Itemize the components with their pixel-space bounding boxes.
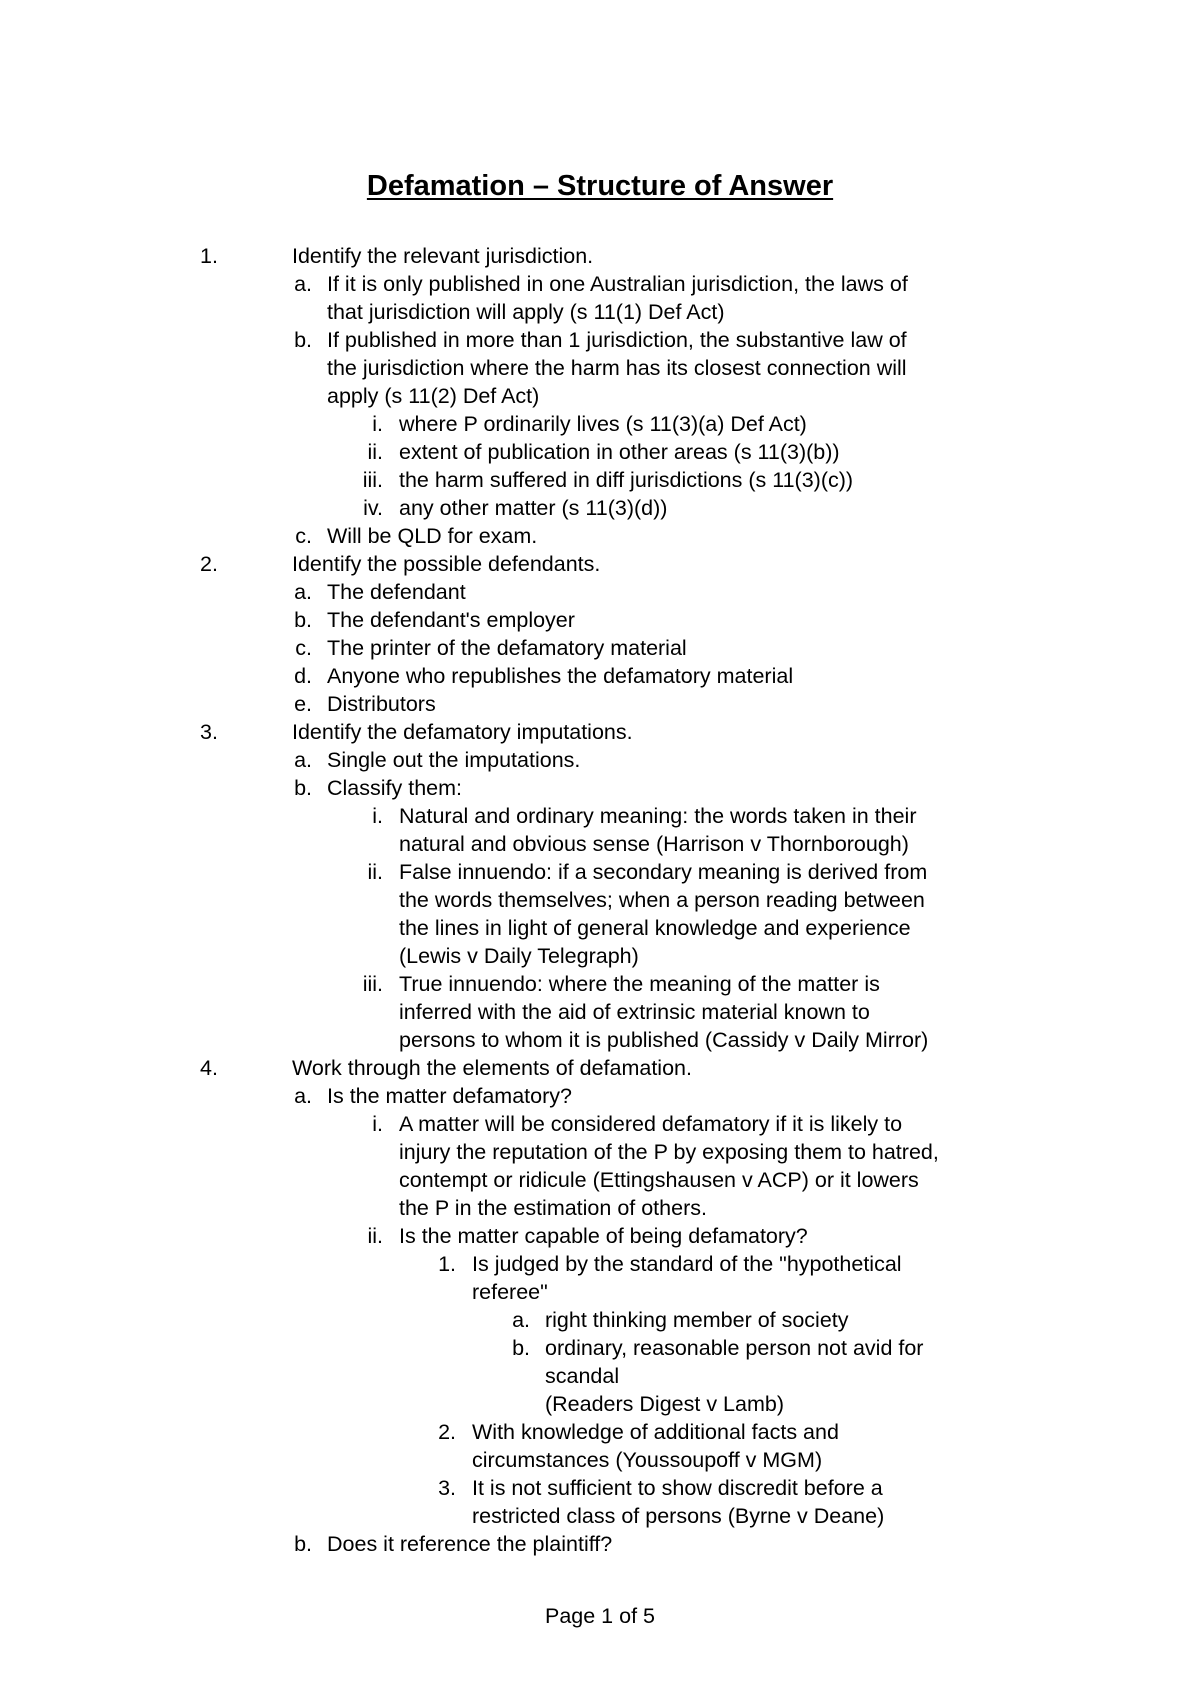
list-item-text: the lines in light of general knowledge and experience (399, 916, 911, 940)
list-marker: e. (294, 692, 312, 716)
outline-line (0, 578, 1200, 606)
list-item-text: the P in the estimation of others. (399, 1196, 707, 1220)
outline-line (0, 746, 1200, 774)
outline-line (0, 774, 1200, 802)
list-marker: a. (294, 1084, 312, 1108)
list-item-text: ordinary, reasonable person not avid for (545, 1336, 924, 1360)
outline-line (0, 298, 1200, 326)
list-marker: a. (512, 1308, 530, 1332)
list-marker: b. (294, 328, 312, 352)
outline-line (0, 886, 1200, 914)
list-item-text: where P ordinarily lives (s 11(3)(a) Def Act) (399, 412, 807, 436)
list-item-text: Identify the relevant jurisdiction. (292, 244, 594, 268)
list-marker: iv. (363, 496, 383, 520)
list-item-text: False innuendo: if a secondary meaning is derived from (399, 860, 928, 884)
outline-line (0, 242, 1200, 270)
list-item-text: natural and obvious sense (Harrison v Thornborough) (399, 832, 909, 856)
outline-line (0, 998, 1200, 1026)
list-marker: 3. (200, 720, 218, 744)
list-item-text: Identify the possible defendants. (292, 552, 601, 576)
outline-line (0, 494, 1200, 522)
list-item-text: restricted class of persons (Byrne v Deane) (472, 1504, 885, 1528)
outline-line (0, 1418, 1200, 1446)
outline-line (0, 1194, 1200, 1222)
list-marker: iii. (362, 972, 383, 996)
list-item-text: The defendant's employer (327, 608, 575, 632)
list-item-text: True innuendo: where the meaning of the matter is (399, 972, 880, 996)
outline-line (0, 1502, 1200, 1530)
list-item-text: right thinking member of society (545, 1308, 849, 1332)
list-item-text: If published in more than 1 jurisdiction, the substantive law of (327, 328, 907, 352)
list-item-text: scandal (545, 1364, 620, 1388)
outline-line (0, 1390, 1200, 1418)
outline-line (0, 1250, 1200, 1278)
outline-line (0, 550, 1200, 578)
list-item-text: Is judged by the standard of the "hypothetical (472, 1252, 902, 1276)
list-item-text: circumstances (Youssoupoff v MGM) (472, 1448, 823, 1472)
list-marker: i. (372, 412, 383, 436)
list-item-text: extent of publication in other areas (s 11(3)(b)) (399, 440, 840, 464)
list-marker: b. (294, 1532, 312, 1556)
outline-line (0, 914, 1200, 942)
outline-line (0, 1362, 1200, 1390)
list-item-text: The printer of the defamatory material (327, 636, 687, 660)
outline-line (0, 1166, 1200, 1194)
list-item-text: A matter will be considered defamatory if it is likely to (399, 1112, 903, 1136)
page-number-footer: Page 1 of 5 (545, 1604, 655, 1628)
outline-line (0, 1334, 1200, 1362)
list-marker: c. (295, 524, 312, 548)
outline-line (0, 382, 1200, 410)
list-marker: b. (294, 776, 312, 800)
outline-line (0, 662, 1200, 690)
list-marker: 2. (200, 552, 218, 576)
list-item-text: Is the matter defamatory? (327, 1084, 572, 1108)
outline-line (0, 410, 1200, 438)
list-marker: ii. (367, 440, 383, 464)
outline-line (0, 522, 1200, 550)
list-marker: 2. (438, 1420, 456, 1444)
outline-line (0, 1222, 1200, 1250)
outline-line (0, 354, 1200, 382)
list-item-text: Identify the defamatory imputations. (292, 720, 633, 744)
list-item-text: contempt or ridicule (Ettingshausen v ACP) or it lowers (399, 1168, 919, 1192)
outline-line (0, 690, 1200, 718)
list-item-text: Distributors (327, 692, 436, 716)
list-item-text: The defendant (327, 580, 466, 604)
list-marker: 4. (200, 1056, 218, 1080)
outline-line (0, 718, 1200, 746)
list-item-text: Will be QLD for exam. (327, 524, 538, 548)
list-item-text: With knowledge of additional facts and (472, 1420, 839, 1444)
outline-line (0, 634, 1200, 662)
list-marker: c. (295, 636, 312, 660)
outline-line (0, 466, 1200, 494)
list-marker: i. (372, 804, 383, 828)
list-marker: i. (372, 1112, 383, 1136)
list-marker: a. (294, 580, 312, 604)
outline-line (0, 606, 1200, 634)
list-marker: a. (294, 272, 312, 296)
list-item-text: Natural and ordinary meaning: the words taken in their (399, 804, 917, 828)
outline-line (0, 1306, 1200, 1334)
list-marker: 1. (200, 244, 218, 268)
list-marker: iii. (362, 468, 383, 492)
list-item-text: any other matter (s 11(3)(d)) (399, 496, 668, 520)
outline-line (0, 1278, 1200, 1306)
list-marker: b. (294, 608, 312, 632)
list-marker: d. (294, 664, 312, 688)
list-marker: 3. (438, 1476, 456, 1500)
list-item-text: that jurisdiction will apply (s 11(1) Def Act) (327, 300, 725, 324)
outline-line (0, 1530, 1200, 1558)
list-item-text: Work through the elements of defamation. (292, 1056, 692, 1080)
outline-line (0, 1026, 1200, 1054)
outline-list (0, 242, 1200, 1558)
list-item-text: the harm suffered in diff jurisdictions (s 11(3)(c)) (399, 468, 854, 492)
list-item-text: Does it reference the plaintiff? (327, 1532, 613, 1556)
list-item-text: Anyone who republishes the defamatory material (327, 664, 794, 688)
list-item-text: It is not sufficient to show discredit before a (472, 1476, 883, 1500)
outline-line (0, 1054, 1200, 1082)
outline-line (0, 1474, 1200, 1502)
outline-line (0, 1446, 1200, 1474)
outline-line (0, 438, 1200, 466)
outline-line (0, 1082, 1200, 1110)
list-item-text: Single out the imputations. (327, 748, 581, 772)
outline-line (0, 830, 1200, 858)
outline-line (0, 858, 1200, 886)
list-item-text: (Lewis v Daily Telegraph) (399, 944, 639, 968)
list-marker: a. (294, 748, 312, 772)
list-item-text: injury the reputation of the P by exposing them to hatred, (399, 1140, 939, 1164)
list-item-text: Classify them: (327, 776, 463, 800)
list-item-text: If it is only published in one Australian jurisdiction, the laws of (327, 272, 908, 296)
list-item-text: apply (s 11(2) Def Act) (327, 384, 540, 408)
outline-line (0, 970, 1200, 998)
document-title: Defamation – Structure of Answer (366, 170, 834, 202)
list-item-text: persons to whom it is published (Cassidy v Daily Mirror) (399, 1028, 929, 1052)
list-item-text: the words themselves; when a person reading between (399, 888, 925, 912)
outline-line (0, 942, 1200, 970)
outline-line (0, 1110, 1200, 1138)
list-marker: b. (512, 1336, 530, 1360)
list-item-text: the jurisdiction where the harm has its closest connection will (327, 356, 907, 380)
outline-line (0, 1138, 1200, 1166)
list-item-text: referee" (472, 1280, 548, 1304)
list-marker: ii. (367, 860, 383, 884)
list-item-text: Is the matter capable of being defamatory? (399, 1224, 808, 1248)
list-item-text: (Readers Digest v Lamb) (545, 1392, 784, 1416)
outline-line (0, 326, 1200, 354)
list-marker: 1. (438, 1252, 456, 1276)
list-item-text: inferred with the aid of extrinsic material known to (399, 1000, 870, 1024)
outline-line (0, 270, 1200, 298)
list-marker: ii. (367, 1224, 383, 1248)
outline-line (0, 802, 1200, 830)
